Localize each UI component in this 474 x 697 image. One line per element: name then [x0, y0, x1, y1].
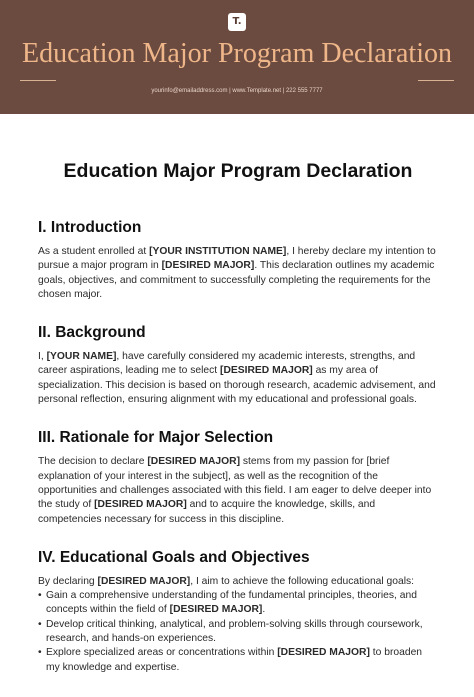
- text-run: to broaden my knowledge and expertise.: [46, 647, 423, 673]
- section-heading: III. Rationale for Major Selection: [38, 429, 274, 447]
- header-divider-right: [418, 80, 454, 81]
- text-run: , I aim to achieve the following educational goals:: [190, 575, 415, 587]
- document-header: [0, 0, 474, 114]
- text-run: , have carefully considered my academic interests, strengths, and career aspirations, leading me to select: [38, 351, 416, 377]
- text-run: By declaring: [38, 575, 98, 587]
- section-paragraph: [38, 245, 438, 302]
- text-run: I,: [38, 351, 47, 363]
- placeholder-field: [DESIRED MAJOR]: [169, 604, 263, 616]
- placeholder-field: [YOUR NAME]: [46, 351, 117, 363]
- text-run: The decision to declare: [38, 456, 148, 468]
- text-run: as my area of specialization. This decision is based on thorough research, academic advisement, and personal reflection, ensuring alignment with my educational and professional goals.: [38, 365, 436, 406]
- text-run: Develop critical thinking, analytical, and problem-solving skills through coursework, research, and hands-on experiences.: [46, 618, 423, 645]
- section-heading: I. Introduction: [38, 219, 142, 236]
- document-sections: [38, 219, 438, 675]
- document-title: Education Major Program Declaration: [63, 160, 413, 182]
- section-paragraph: [38, 350, 438, 407]
- text-run: .: [262, 604, 266, 616]
- header-contact-info: yourinfo@emailaddress.com | www.Template.net | 222 555 7777: [151, 88, 323, 94]
- template-logo-icon: T.: [228, 13, 246, 31]
- section-heading: IV. Educational Goals and Objectives: [38, 548, 310, 566]
- text-run: Gain a comprehensive understanding of the fundamental principles, theories, and concepts within the field of: [46, 590, 417, 616]
- placeholder-field: [YOUR INSTITUTION NAME]: [149, 246, 287, 257]
- list-item: [46, 618, 438, 647]
- text-run: . This declaration outlines my academic goals, objectives, and commitment to successfully completing the requirements for the chosen major.: [38, 260, 435, 300]
- section-heading: II. Background: [38, 324, 146, 342]
- document-section: [38, 324, 438, 407]
- text-run: stems from my passion for [brief explanation of your interest in the subject], as well as the recognition of the opportunities and challenges associated with this field. I am eager to delve deeper into the study of: [38, 456, 432, 511]
- text-run: and to acquire the knowledge, skills, and competencies necessary for success in this discipline.: [38, 499, 376, 525]
- text-run: As a student enrolled at: [38, 246, 150, 257]
- text-run: Explore specialized areas or concentrations within: [46, 647, 278, 659]
- text-run: , I hereby declare my intention to pursue a major program in: [38, 246, 436, 272]
- placeholder-field: [DESIRED MAJOR]: [161, 260, 255, 272]
- placeholder-field: [DESIRED MAJOR]: [97, 575, 191, 587]
- placeholder-field: [DESIRED MAJOR]: [147, 456, 241, 468]
- document-section: [38, 429, 438, 526]
- document-body: [38, 160, 438, 697]
- list-item: [46, 589, 438, 618]
- header-title: Education Major Program Declaration: [22, 38, 452, 69]
- document-section: [38, 219, 438, 302]
- document-section: [38, 549, 438, 675]
- placeholder-field: [DESIRED MAJOR]: [277, 647, 370, 659]
- section-paragraph: [38, 455, 438, 526]
- section-paragraph: [38, 575, 438, 589]
- placeholder-field: [DESIRED MAJOR]: [94, 499, 187, 511]
- goals-list: [38, 589, 438, 675]
- placeholder-field: [DESIRED MAJOR]: [220, 365, 313, 377]
- header-divider-left: [20, 80, 56, 81]
